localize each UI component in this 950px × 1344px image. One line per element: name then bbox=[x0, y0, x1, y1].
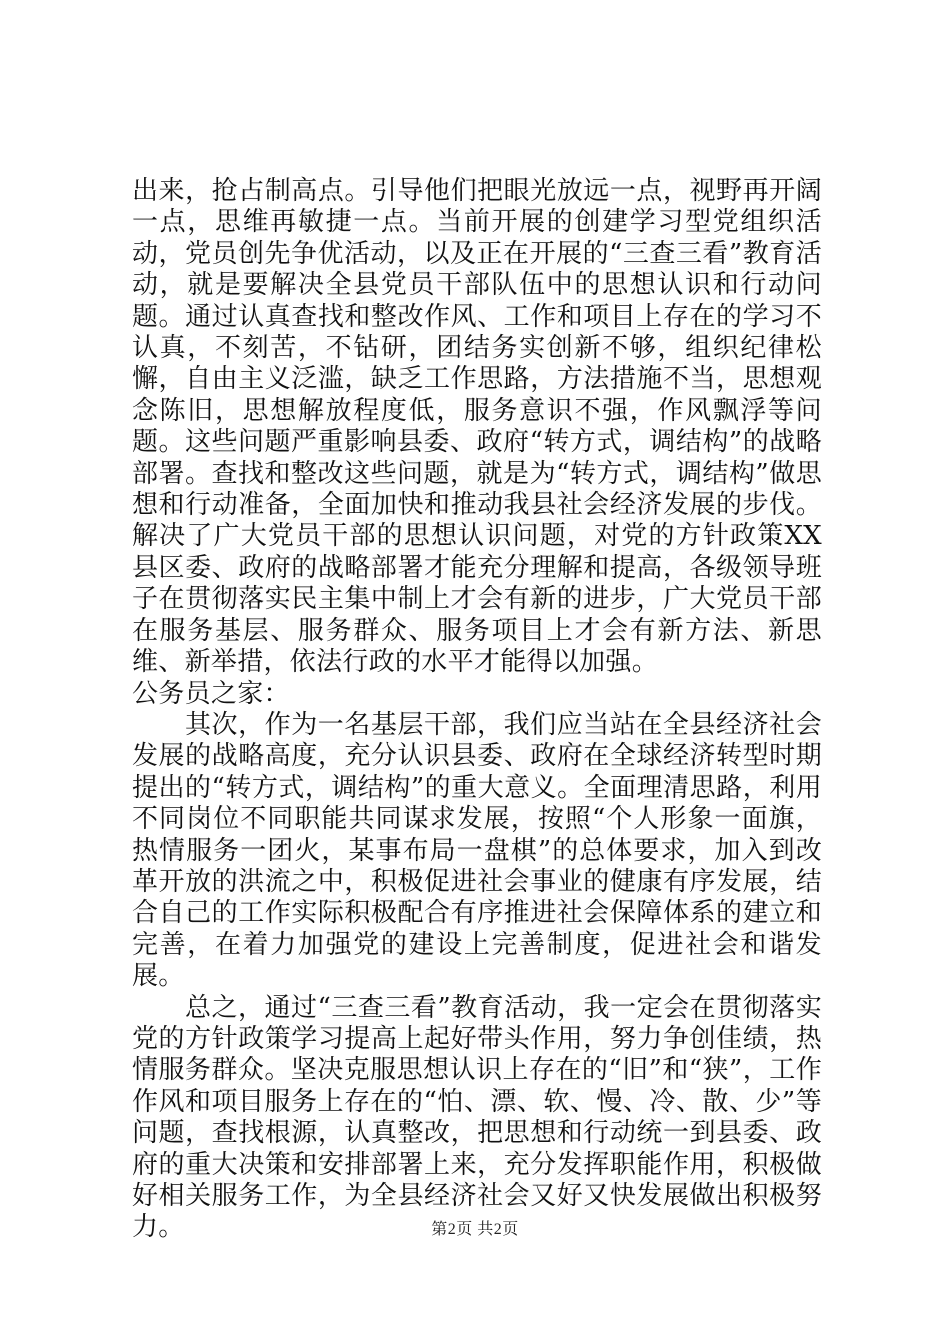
paragraph-secondly: 其次，作为一名基层干部，我们应当站在全县经济社会发展的战略高度，充分认识县委、政府在全球经济转型时期提出的“转方式，调结构”的重大意义。全面理清思路，利用不同岗位不同职能共同谋求发展，按照“个人形象一面旗，热情服务一团火，某事布局一盘棋”的总体要求，加入到改革开放的洪流之中，积极促进社会事业的健康有序发展，结合自己的工作实际积极配合有序推进社会保障体系的建立和完善，在着力加强党的建设上完善制度，促进社会和谐发展。 bbox=[132, 709, 822, 992]
paragraph-source-label: 公务员之家： bbox=[132, 678, 290, 709]
paragraph-conclusion: 总之，通过“三查三看”教育活动，我一定会在贯彻落实党的方针政策学习提高上起好带头作用，努力争创佳绩，热情服务群众。坚决克服思想认识上存在的“旧”和“狭”，工作作风和项目服务上存在的“怕、漂、软、慢、冷、散、少”等问题，查找根源，认真整改，把思想和行动统一到县委、政府的重大决策和安排部署上来，充分发挥职能作用，积极做好相关服务工作，为全县经济社会又好又快发展做出积极努力。 bbox=[132, 992, 822, 1243]
page-number-footer: 第2页 共2页 bbox=[431, 1221, 519, 1238]
paragraph-continuation: 出来，抢占制高点。引导他们把眼光放远一点，视野再开阔一点，思维再敏捷一点。当前开展的创建学习型党组织活动，党员创先争优活动，以及正在开展的“三查三看”教育活动，就是要解决全县党员干部队伍中的思想认识和行动问题。通过认真查找和整改作风、工作和项目上存在的学习不认真，不刻苦，不钻研，团结务实创新不够，组织纪律松懈，自由主义泛滥，缺乏工作思路，方法措施不当，思想观念陈旧，思想解放程度低，服务意识不强，作风飘浮等问题。这些问题严重影响县委、政府“转方式，调结构”的战略部署。查找和整改这些问题，就是为“转方式，调结构”做思想和行动准备，全面加快和推动我县社会经济发展的步伐。解决了广大党员干部的思想认识问题，对党的方针政策XX县区委、政府的战略部署才能充分理解和提高，各级领导班子在贯彻落实民主集中制上才会有新的进步，广大党员干部在服务基层、服务群众、服务项目上才会有新方法、新思维、新举措，依法行政的水平才能得以加强。 bbox=[132, 176, 822, 678]
document-body bbox=[132, 176, 822, 1244]
